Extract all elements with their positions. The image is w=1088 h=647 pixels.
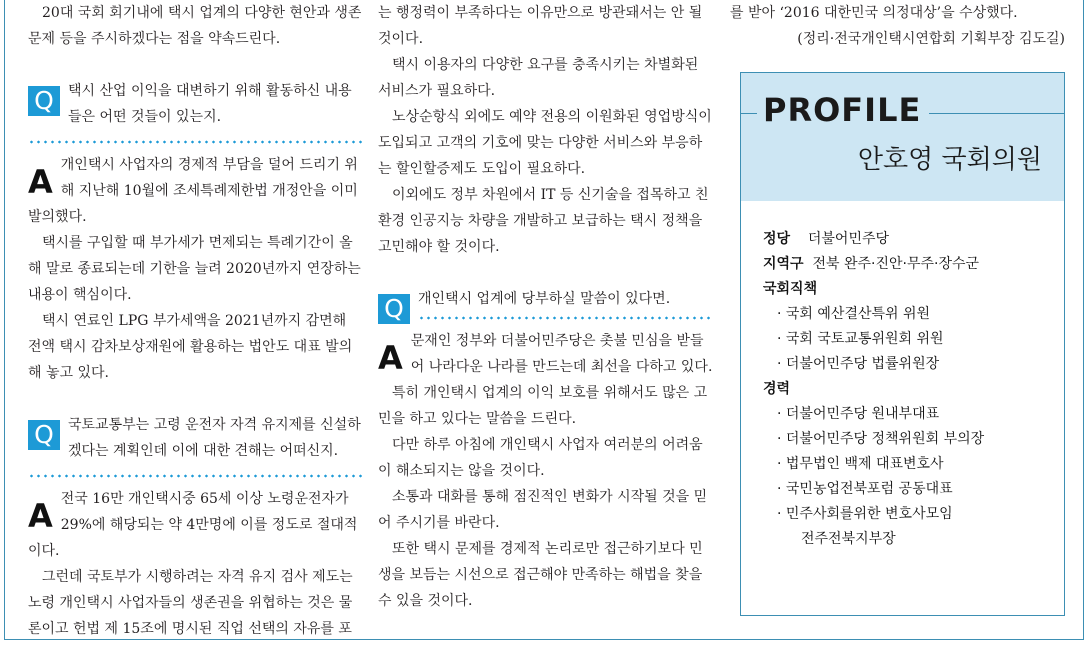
answer-1-p3: 택시 연료인 LPG 부가세액을 2021년까지 감면해 전액 택시 감차보상재원에 활용하는 법안도 대표 발의해 놓고 있다.: [28, 313, 353, 381]
profile-box: [740, 72, 1065, 616]
column-3: [730, 0, 1065, 52]
paragraph-continued: 는 행정력이 부족하다는 이유만으로 방관돼서는 안 될 것이다.: [378, 5, 703, 47]
credit-line: (정리·전국개인택시연합회 기획부장 김도길): [797, 31, 1065, 47]
dotted-divider: [28, 474, 364, 478]
career-item: · 국민농업전북포럼 공동대표: [777, 481, 953, 497]
answer-3-p5: 또한 택시 문제를 경제적 논리로만 접근하기보다 민생을 보듬는 시선으로 접근해야 만족하는 해법을 찾을 수 있을 것이다.: [378, 541, 703, 609]
intro-paragraph: 20대 국회 회기내에 택시 업계의 다양한 현안과 생존 문제 등을 주시하겠다는 점을 약속드린다.: [28, 5, 362, 47]
a-icon: A: [378, 339, 403, 377]
question-2-text: 국토교통부는 고령 운전자 자격 유지제를 신설하겠다는 계획인데 이에 대한 견해는 어떠신지.: [68, 417, 361, 459]
paragraph: 노상순항식 외에도 예약 전용의 이원화된 영업방식이 도입되고 고객의 기호에 맞는 다양한 서비스와 부응하는 할인할증제도 도입이 필요하다.: [378, 109, 712, 177]
q-icon: Q: [378, 294, 410, 324]
paragraph: 이외에도 정부 차원에서 IT 등 신기술을 접목하고 친환경 인공지능 차량을 개발하고 보급하는 택시 정책을 고민해야 할 것이다.: [378, 187, 709, 255]
career-item-continued: 전주전북지부장: [801, 531, 896, 547]
answer-3-p2: 특히 개인택시 업계의 이익 보호를 위해서도 많은 고민을 하고 있다는 말씀을 드린다.: [378, 385, 708, 427]
district-row: [763, 252, 984, 277]
party-label: 정당: [763, 231, 791, 247]
positions-label: 국회직책: [763, 281, 818, 297]
district-value: 전북 완주·진안·무주·장수군: [812, 256, 980, 272]
career-item: · 법무법인 백제 대표변호사: [777, 456, 944, 472]
answer-2-p1: 전국 16만 개인택시중 65세 이상 노령운전자가 29%에 해당되는 약 4만명에 이를 정도로 절대적이다.: [28, 491, 358, 559]
answer-3: [378, 328, 714, 614]
profile-header: [741, 73, 1064, 201]
position-item: · 더불어민주당 법률위원장: [777, 356, 940, 372]
party-value: 더불어민주당: [807, 231, 890, 247]
paragraph-continued: 를 받아 ‘2016 대한민국 의정대상’을 수상했다.: [730, 5, 1018, 21]
career-label: 경력: [763, 381, 791, 397]
question-1: [28, 78, 364, 130]
answer-1-p1: 개인택시 사업자의 경제적 부담을 덜어 드리기 위해 지난해 10월에 조세특례제한법 개정안을 이미 발의했다.: [28, 157, 358, 225]
career-item: · 민주사회를위한 변호사모임: [777, 506, 953, 522]
position-item: · 국회 예산결산특위 위원: [777, 306, 931, 322]
answer-3-p1: 문재인 정부와 더불어민주당은 촛불 민심을 받들어 나라다운 나라를 만드는데 최선을 다하고 있다.: [410, 333, 713, 375]
header-rule: [929, 113, 1064, 114]
q-icon: Q: [28, 86, 60, 116]
a-icon: A: [28, 497, 53, 535]
position-item: · 국회 국토교통위원회 위원: [777, 331, 944, 347]
answer-3-p3: 다만 하루 아침에 개인택시 사업자 여러분의 어려움이 해소되지는 않을 것이다.: [378, 437, 703, 479]
district-label: 지역구: [763, 256, 804, 272]
profile-name: 안호영 국회의원: [857, 145, 1042, 175]
answer-2: [28, 486, 364, 642]
question-2: [28, 412, 364, 464]
career-item: · 더불어민주당 원내부대표: [777, 406, 940, 422]
answer-3-p4: 소통과 대화를 통해 점진적인 변화가 시작될 것을 믿어 주시기를 바란다.: [378, 489, 708, 531]
answer-2-p2: 그런데 국토부가 시행하려는 자격 유지 검사 제도는 노령 개인택시 사업자들의 생존권을 위협하는 것은 물론이고 헌법 제 15조에 명시된 직업 선택의 자유를 포: [28, 569, 353, 637]
column-1: [28, 0, 364, 642]
dotted-divider: [28, 140, 364, 144]
profile-title: PROFILE: [763, 91, 922, 129]
profile-body: [763, 227, 984, 552]
question-1-text: 택시 산업 이익을 대변하기 위해 활동하신 내용들은 어떤 것들이 있는지.: [68, 83, 352, 125]
question-3-text: 개인택시 업계에 당부하실 말씀이 있다면.: [418, 291, 671, 307]
column-2: [378, 0, 714, 614]
a-icon: A: [28, 163, 53, 201]
answer-1: [28, 152, 364, 386]
header-rule: [741, 113, 757, 114]
answer-1-p2: 택시를 구입할 때 부가세가 면제되는 특례기간이 올해 말로 종료되는데 기한을 늘려 2020년까지 연장하는 내용이 핵심이다.: [28, 235, 361, 303]
career-item: · 더불어민주당 정책위원회 부의장: [777, 431, 985, 447]
q-icon: Q: [28, 420, 60, 450]
party-row: [763, 227, 984, 252]
paragraph: 택시 이용자의 다양한 요구를 충족시키는 차별화된 서비스가 필요하다.: [378, 57, 699, 99]
